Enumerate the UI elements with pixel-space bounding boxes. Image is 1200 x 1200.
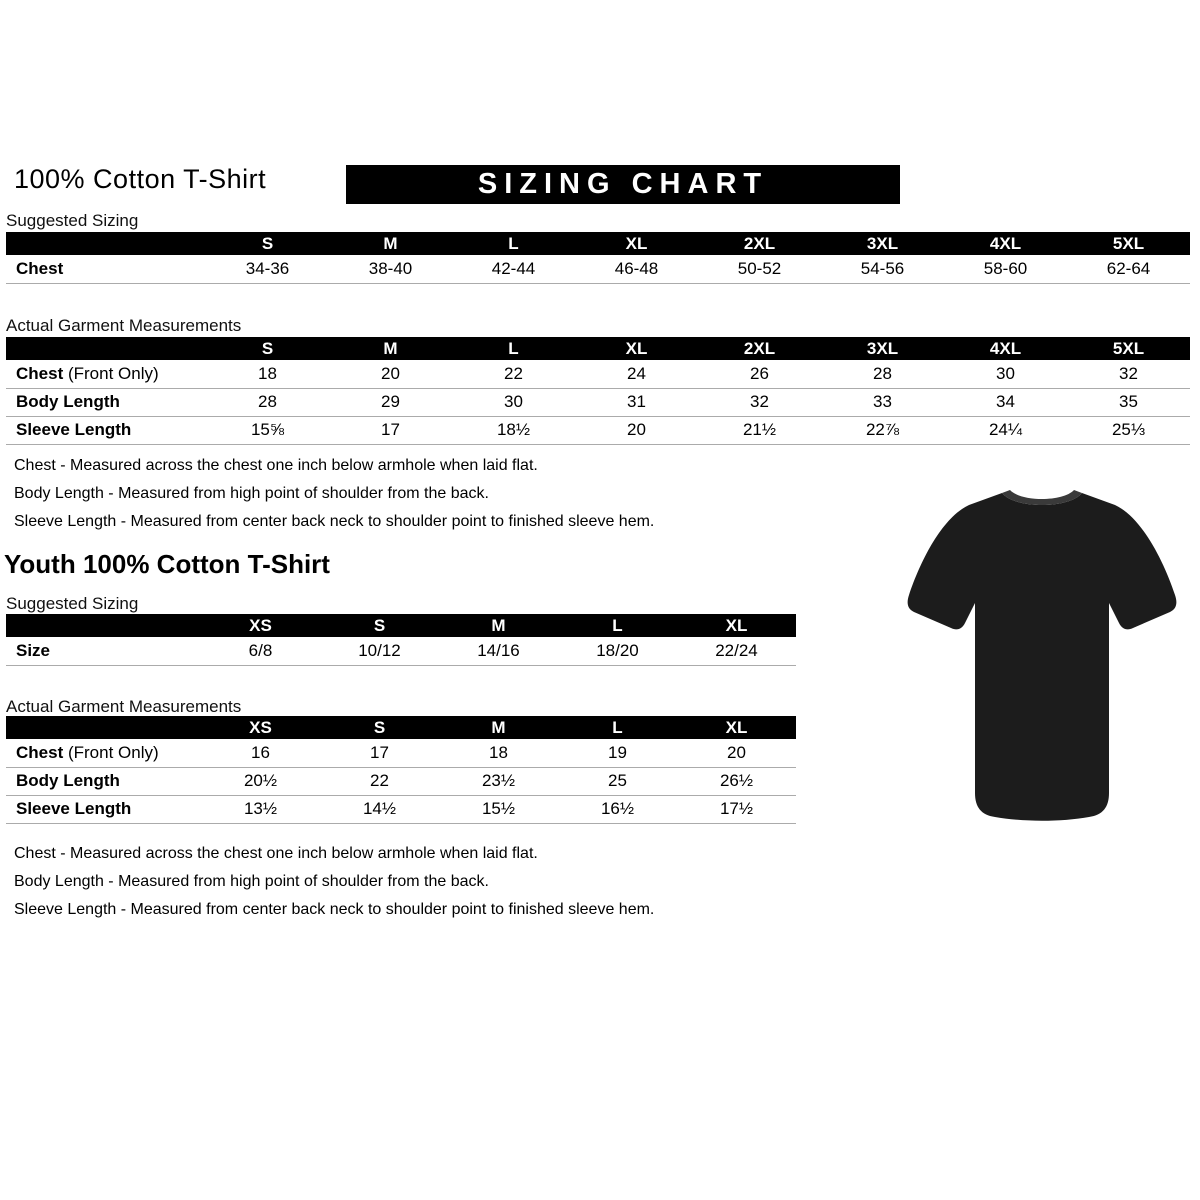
note-sleeve-length: Sleeve Length - Measured from center back neck to shoulder point to finished sleeve hem. <box>14 901 655 918</box>
measurement-value: 18½ <box>452 416 575 444</box>
measurement-value: 20½ <box>201 767 320 795</box>
measurement-value: 18 <box>206 360 329 388</box>
measurement-value: 10/12 <box>320 637 439 665</box>
measurement-value: 35 <box>1067 388 1190 416</box>
size-column-header: XL <box>677 716 796 739</box>
size-column-header: M <box>329 337 452 360</box>
note-sleeve-length: Sleeve Length - Measured from center back neck to shoulder point to finished sleeve hem. <box>14 513 655 530</box>
adult-title: 100% Cotton T-Shirt <box>14 164 267 194</box>
size-column-header: XL <box>575 232 698 255</box>
note-chest: Chest - Measured across the chest one inch below armhole when laid flat. <box>14 457 538 474</box>
measurement-value: 17½ <box>677 795 796 823</box>
measurement-value: 20 <box>329 360 452 388</box>
size-column-header: XL <box>575 337 698 360</box>
measurement-value: 42-44 <box>452 255 575 283</box>
measurement-value: 32 <box>1067 360 1190 388</box>
measurement-value: 54-56 <box>821 255 944 283</box>
measurement-value: 17 <box>329 416 452 444</box>
size-header-row <box>6 337 1190 360</box>
adult-actual-measurements-label: Actual Garment Measurements <box>6 316 242 335</box>
tshirt-silhouette-graphic <box>897 476 1187 838</box>
youth-actual-measurements-table <box>6 716 796 824</box>
measurement-value: 16 <box>201 739 320 767</box>
measurement-row <box>6 360 1190 388</box>
size-column-header: 4XL <box>944 337 1067 360</box>
measurement-value: 17 <box>320 739 439 767</box>
size-column-header: L <box>558 614 677 637</box>
size-column-header: M <box>439 716 558 739</box>
measurement-value: 19 <box>558 739 677 767</box>
adult-actual-measurements-table <box>6 337 1190 445</box>
measurement-row <box>6 637 796 665</box>
measurement-row <box>6 416 1190 444</box>
measurement-row <box>6 739 796 767</box>
measurement-value: 24¼ <box>944 416 1067 444</box>
youth-suggested-sizing-table <box>6 614 796 666</box>
measurement-value: 18/20 <box>558 637 677 665</box>
measurement-value: 29 <box>329 388 452 416</box>
size-column-header: S <box>320 614 439 637</box>
measurement-value: 18 <box>439 739 558 767</box>
row-label: Chest <box>6 255 206 283</box>
size-column-header: S <box>320 716 439 739</box>
adult-measurement-notes <box>14 452 834 536</box>
measurement-value: 21½ <box>698 416 821 444</box>
size-column-header: XL <box>677 614 796 637</box>
measurement-value: 26 <box>698 360 821 388</box>
header-spacer-cell <box>6 614 201 637</box>
row-label: Chest (Front Only) <box>6 360 206 388</box>
row-label: Size <box>6 637 201 665</box>
measurement-value: 58-60 <box>944 255 1067 283</box>
measurement-value: 23½ <box>439 767 558 795</box>
measurement-value: 34 <box>944 388 1067 416</box>
youth-actual-measurements-label: Actual Garment Measurements <box>6 697 242 716</box>
measurement-value: 22/24 <box>677 637 796 665</box>
measurement-value: 20 <box>677 739 796 767</box>
youth-title: Youth 100% Cotton T-Shirt <box>4 549 330 579</box>
row-label: Sleeve Length <box>6 416 206 444</box>
measurement-value: 24 <box>575 360 698 388</box>
note-chest: Chest - Measured across the chest one inch below armhole when laid flat. <box>14 845 538 862</box>
tshirt-product-image <box>897 476 1187 838</box>
size-column-header: 5XL <box>1067 232 1190 255</box>
measurement-value: 16½ <box>558 795 677 823</box>
size-column-header: 4XL <box>944 232 1067 255</box>
measurement-value: 25 <box>558 767 677 795</box>
adult-suggested-sizing-table <box>6 232 1190 284</box>
measurement-value: 31 <box>575 388 698 416</box>
measurement-value: 6/8 <box>201 637 320 665</box>
size-column-header: L <box>558 716 677 739</box>
measurement-value: 46-48 <box>575 255 698 283</box>
sizing-chart-banner: SIZING CHART <box>346 165 900 204</box>
measurement-value: 22 <box>320 767 439 795</box>
size-column-header: XS <box>201 716 320 739</box>
measurement-row <box>6 388 1190 416</box>
measurement-value: 13½ <box>201 795 320 823</box>
size-column-header: 2XL <box>698 337 821 360</box>
measurement-value: 34-36 <box>206 255 329 283</box>
row-label: Body Length <box>6 388 206 416</box>
measurement-value: 14½ <box>320 795 439 823</box>
youth-suggested-sizing-label: Suggested Sizing <box>6 594 139 613</box>
note-body-length: Body Length - Measured from high point of shoulder from the back. <box>14 485 489 502</box>
size-header-row <box>6 614 796 637</box>
measurement-value: 15½ <box>439 795 558 823</box>
measurement-value: 50-52 <box>698 255 821 283</box>
measurement-value: 38-40 <box>329 255 452 283</box>
row-label: Chest (Front Only) <box>6 739 201 767</box>
measurement-value: 28 <box>206 388 329 416</box>
measurement-value: 28 <box>821 360 944 388</box>
row-label: Sleeve Length <box>6 795 201 823</box>
size-header-row <box>6 716 796 739</box>
tshirt-body-shape <box>908 493 1177 821</box>
measurement-row <box>6 767 796 795</box>
measurement-value: 26½ <box>677 767 796 795</box>
size-header-row <box>6 232 1190 255</box>
size-column-header: S <box>206 232 329 255</box>
size-column-header: 3XL <box>821 232 944 255</box>
size-column-header: 2XL <box>698 232 821 255</box>
measurement-row <box>6 255 1190 283</box>
size-column-header: 5XL <box>1067 337 1190 360</box>
measurement-row <box>6 795 796 823</box>
measurement-value: 14/16 <box>439 637 558 665</box>
measurement-value: 32 <box>698 388 821 416</box>
measurement-value: 25⅓ <box>1067 416 1190 444</box>
adult-suggested-sizing-label: Suggested Sizing <box>6 211 139 230</box>
measurement-value: 20 <box>575 416 698 444</box>
size-column-header: S <box>206 337 329 360</box>
header-spacer-cell <box>6 232 206 255</box>
size-column-header: M <box>329 232 452 255</box>
row-label: Body Length <box>6 767 201 795</box>
size-column-header: 3XL <box>821 337 944 360</box>
measurement-value: 30 <box>944 360 1067 388</box>
header-spacer-cell <box>6 337 206 360</box>
size-column-header: L <box>452 232 575 255</box>
measurement-value: 30 <box>452 388 575 416</box>
size-column-header: L <box>452 337 575 360</box>
measurement-value: 22 <box>452 360 575 388</box>
size-column-header: M <box>439 614 558 637</box>
note-body-length: Body Length - Measured from high point of shoulder from the back. <box>14 873 489 890</box>
measurement-value: 22⅞ <box>821 416 944 444</box>
header-spacer-cell <box>6 716 201 739</box>
measurement-value: 33 <box>821 388 944 416</box>
youth-measurement-notes <box>14 840 834 924</box>
size-column-header: XS <box>201 614 320 637</box>
measurement-value: 62-64 <box>1067 255 1190 283</box>
measurement-value: 15⅝ <box>206 416 329 444</box>
